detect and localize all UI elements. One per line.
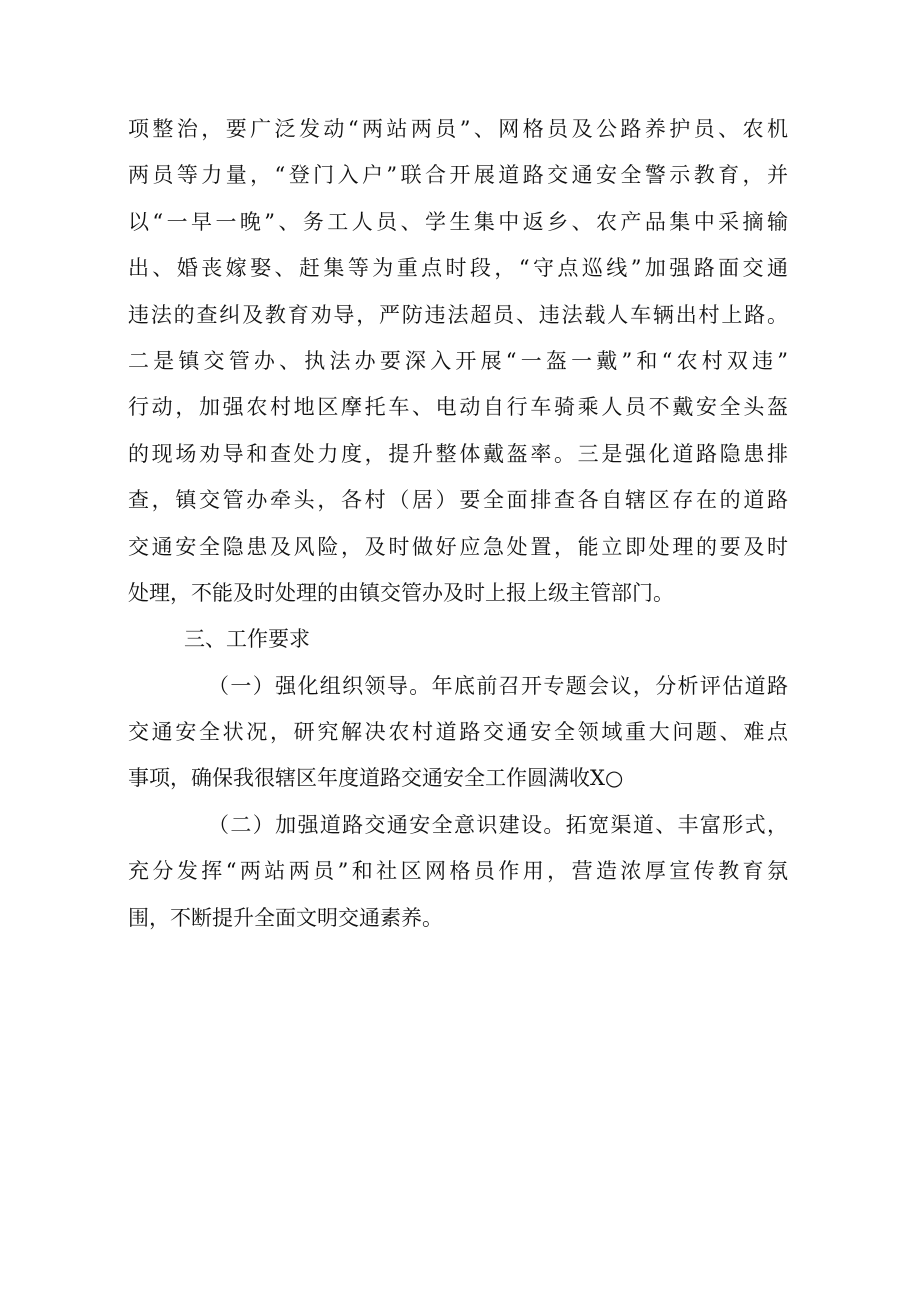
paragraph-line: 违法的查纠及教育劝导，严防违法超员、违法载人车辆出村上路。 bbox=[128, 302, 788, 327]
section-heading: 三、工作要求 bbox=[184, 627, 310, 652]
document-body bbox=[128, 106, 788, 941]
paragraph-line: 处理，不能及时处理的由镇交管办及时上报上级主管部门。 bbox=[128, 580, 674, 605]
paragraph-2 bbox=[128, 663, 788, 802]
paragraph-1 bbox=[128, 106, 788, 616]
paragraph-line: （二）加强道路交通安全意识建设。拓宽渠道、丰富形式， bbox=[208, 812, 788, 837]
paragraph-line: 交通安全状况，研究解决农村道路交通安全领域重大问题、难点 bbox=[128, 720, 788, 745]
paragraph-line: 行动，加强农村地区摩托车、电动自行车骑乘人员不戴安全头盔 bbox=[128, 395, 788, 420]
paragraph-3 bbox=[128, 802, 788, 941]
paragraph-line: 充分发挥“两站两员”和社区网格员作用，营造浓厚宣传教育氛 bbox=[128, 859, 788, 884]
paragraph-line: 两员等力量，“登门入户”联合开展道路交通安全警示教育，并 bbox=[128, 163, 788, 188]
paragraph-line: 出、婚丧嫁娶、赶集等为重点时段，“守点巡线”加强路面交通 bbox=[128, 256, 788, 281]
paragraph-line: 交通安全隐患及风险，及时做好应急处置，能立即处理的要及时 bbox=[128, 534, 788, 559]
paragraph-line: 事项，确保我很辖区年度道路交通安全工作圆满收X○ bbox=[128, 766, 624, 791]
paragraph-line: 的现场劝导和查处力度，提升整体戴盔率。三是强化道路隐患排 bbox=[128, 441, 788, 466]
paragraph-line: 项整治，要广泛发动“两站两员”、网格员及公路养护员、农机 bbox=[128, 117, 788, 141]
paragraph-line: 二是镇交管办、执法办要深入开展“一盔一戴”和“农村双违” bbox=[128, 348, 788, 373]
paragraph-line: 以“一早一晚”、务工人员、学生集中返乡、农产品集中采摘输 bbox=[128, 209, 788, 234]
paragraph-line: 查，镇交管办牵头，各村（居）要全面排查各自辖区存在的道路 bbox=[128, 488, 788, 513]
paragraph-line: 围，不断提升全面文明交通素养。 bbox=[128, 905, 443, 930]
paragraph-line: （一）强化组织领导。年底前召开专题会议，分析评估道路 bbox=[208, 673, 788, 698]
